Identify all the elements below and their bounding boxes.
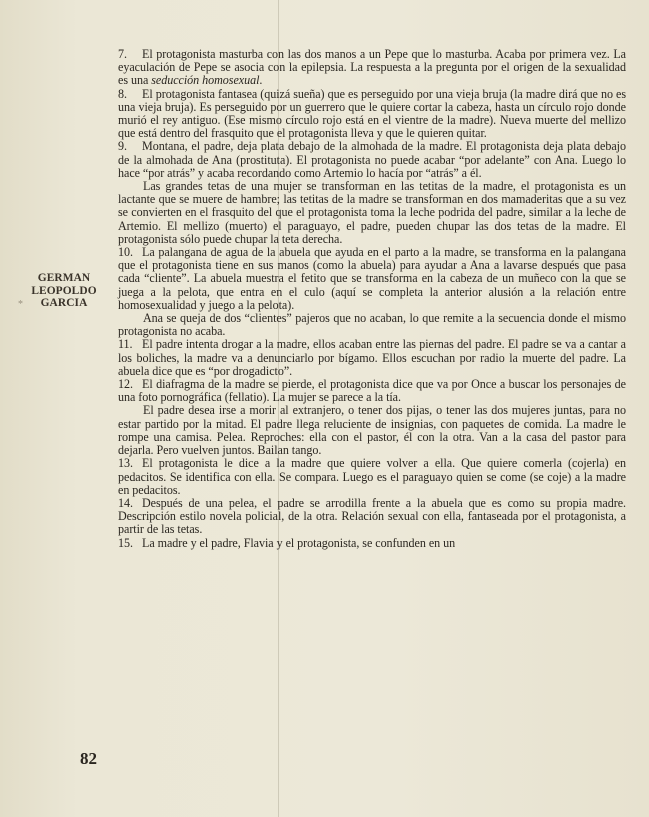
paragraph-number: 12. [118,377,133,392]
paragraph-9 [118,140,626,180]
paragraph-8 [118,88,626,141]
paragraph-text: La palangana de agua de la abuela que ayuda en el parto a la madre, se transforma en la palangana que el protagonista tiene en sus manos (como la abuela) para ayudar a Ana a lavarse después que pasa cada “cliente”. La abuela muestra el fetito que se transforma en la cabeza de un muñeco con la que se juega a la pelota, que entra en el culo (aquí se completa la anterior alusión a la relación entre homosexualidad y juego a la pelota). [118,245,626,312]
paragraph-text: El padre intenta drogar a la madre, ellos acaban entre las piernas del padre. El padre se va a cantar a los boliches, la madre va a denunciarlo por bígamo. Ellos escuchan por radio la muerte del padre. La abuela dice que es “por drogadicto”. [118,337,626,378]
margin-mark: * [18,299,23,310]
paragraph-text: Montana, el padre, deja plata debajo de la almohada de la madre. El protagonista deja plata debajo de la almohada de Ana (prostituta). El protagonista no puede acabar “por adelante” con Ana. Luego lo hace “por atrás” y acaba recordando como Artemio lo hacía por “atrás” a él. [118,139,626,180]
paragraph-number: 7. [118,47,127,61]
author-name-margin [18,272,110,310]
body-text [118,48,626,550]
paragraph-text: El protagonista le dice a la madre que quiere volver a ella. Que quiere comerla (cojerla) en pedacitos. Se identifica con ella. Se compara. Luego es el paraguayo quien se come (se coje) a la madre en pedacitos. [118,456,626,497]
paragraph-text: El diafragma de la madre se pierde, el protagonista dice que va por Once a buscar los personajes de una foto pornográfica (fellatio). La mujer se parece a la tía. [118,377,626,405]
author-line-2: LEOPOLDO [31,284,97,297]
paragraph-number: 9. [118,139,127,154]
page-number: 82 [80,749,97,768]
paragraph-text: La madre y el padre, Flavia y el protagonista, se confunden en un [142,535,456,550]
author-line-3: GARCIA [40,297,88,309]
author-line-1: GERMAN [37,272,91,284]
paragraph-text: El protagonista fantasea (quizá sueña) que es perseguido por una vieja bruja (la madre dirá que no es una vieja bruja). Es perseguido por un guerrero que le quiere cortar la cabeza, hasta un círculo rojo donde murió el rey antiguo. (Ese mismo círculo rojo está en el vientre de la madre). Nueva muerte del mellizo que está dentro del frasquito que el protagonista lleva y que le quieren quitar. [118,86,626,141]
paragraph-number: 8. [118,86,127,101]
paragraph-number: 10. [118,245,133,260]
paragraph-text: Ana se queja de dos “clientes” pajeros que no acaban, lo que remite a la secuencia donde el mismo protagonista no acaba. [118,311,626,339]
paragraph-10 [118,246,626,312]
paragraph-tail: . [259,73,263,88]
paragraph-15 [118,537,626,550]
paragraph-12 [118,378,626,404]
paragraph-14 [118,497,626,537]
paragraph-13 [118,457,626,497]
paragraph-number: 13. [118,456,133,471]
paragraph-7 [118,48,626,88]
paragraph-number: 14. [118,495,133,510]
paragraph-12-continued [118,404,626,457]
paragraph-number: 11. [118,337,133,352]
paragraph-11 [118,338,626,378]
paragraph-text: Las grandes tetas de una mujer se transforman en las tetitas de la madre, el protagonista es un lactante que se muere de hambre; las tetitas de la madre se transforman en dos mamaderitas que a su vez se convierten en el frasquito del que el protagonista toma la leche podrida del padre, similar a la leche de Artemio. El mellizo (muerto) el paraguayo, el padre, pueden chupar las dos tetas de la madre. El protagonista sólo puede chupar la teta derecha. [118,179,626,246]
paragraph-text: El padre desea irse a morir al extranjero, o tener dos pijas, o tener las dos mujeres juntas, para no estar partido por la mitad. El padre llega reluciente de insignias, con paquetes de comida. La madre le rompe una camisa. Pelea. Reproches: ella con el pastor, él con la otra. Van a la casa del pastor para dejarla. Pero vuelven juntos. Bailan tango. [118,403,626,458]
italic-phrase: seducción homosexual [151,73,260,88]
paragraph-10-continued [118,312,626,338]
paragraph-text: Después de una pelea, el padre se arrodilla frente a la abuela que es como su propia madre. Descripción estilo novela policial, de la otra. Relación sexual con ella, fantaseada por el protagonista, a partir de las tetas. [118,495,626,537]
paragraph-9-continued [118,180,626,246]
paragraph-number: 15. [118,535,133,550]
paragraph-text: El protagonista masturba con las dos manos a un Pepe que lo masturba. Acaba por primera vez. La eyaculación de Pepe se asocia con la epilepsia. La respuesta a la pregunta por el origen de la sexualidad es una [118,47,626,88]
